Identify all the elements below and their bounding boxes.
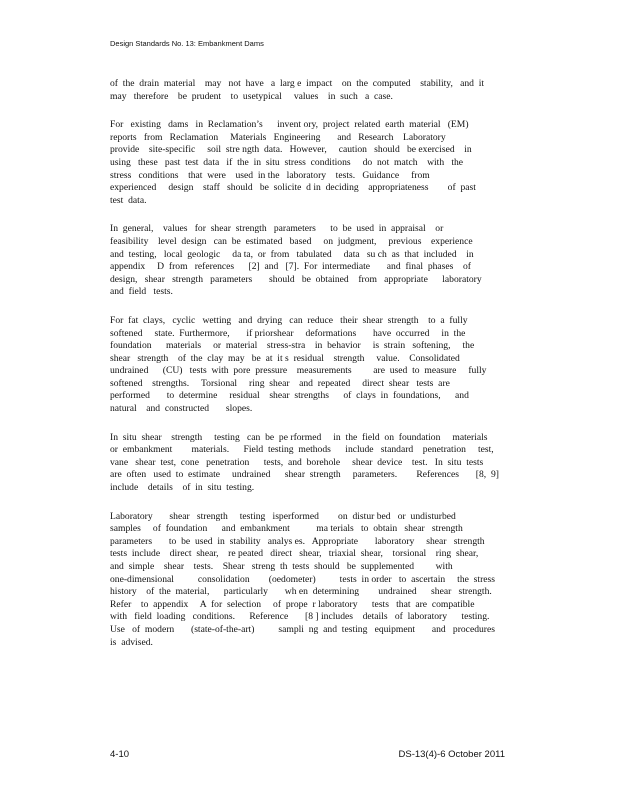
text-line: undrained (CU) tests with pore pressure measurements are used to measure fully — [110, 365, 487, 377]
paragraph — [110, 119, 506, 207]
text-line: and testing, local geologic da ta, or from tabulated data su ch as that included in — [110, 248, 474, 260]
text-line: parameters to be used in stability analys es. Appropriate laboratory shear strength — [110, 535, 485, 547]
text-line: using these past test data if the in situ stress conditions do not match with the — [110, 156, 464, 168]
text-line: of the drain material may not have a larg e impact on the computed stability, and it — [110, 78, 485, 89]
text-line: samples of foundation and embankment ma terials to obtain shear strength — [110, 523, 463, 535]
paragraph — [110, 511, 506, 650]
text-line: or embankment materials. Field testing methods include standard penetration test, — [110, 444, 494, 456]
text-line: performed to determine residual shear strengths of clays in foundations, and — [110, 390, 469, 402]
document-id-date: DS-13(4)-6 October 2011 — [398, 749, 505, 760]
text-line: For fat clays, cyclic wetting and drying can reduce their shear strength to a fully — [110, 314, 468, 326]
text-line: foundation materials or material stress-stra in behavior is strain softening, the — [110, 340, 475, 352]
text-line: include details of in situ testing. — [110, 482, 255, 494]
text-line: Use of modern (state-of-the-art) sampli ng and testing equipment and procedures — [110, 623, 495, 635]
paragraph — [110, 315, 506, 416]
text-line: appendix D from references [2] and [7]. For intermediate and final phases of — [110, 261, 471, 273]
text-line: with field loading conditions. Reference [8 ] includes details of laboratory testing. — [110, 611, 490, 623]
text-line: softened strengths. Torsional ring shear and repeated direct shear tests are — [110, 377, 450, 389]
text-line: Laboratory shear strength testing isperformed on distur bed or undisturbed — [110, 510, 456, 522]
text-line: experienced design staff should be solicite d in deciding appropriateness of past — [110, 182, 476, 194]
text-line: feasibility level design can be estimated based on judgment, previous experience — [110, 235, 473, 247]
paragraph — [110, 432, 506, 495]
text-line: shear strength of the clay may be at it s residual strength value. Consolidated — [110, 352, 460, 364]
text-line: Refer to appendix A for selection of prope r laboratory tests that are compatible — [110, 598, 475, 610]
text-line: reports from Reclamation Materials Engineering and Research Laboratory — [110, 131, 446, 143]
text-line: For existing dams in Reclamation’s invent ory, project related earth material (EM) — [110, 119, 469, 131]
text-line: provide site-specific soil stre ngth data. However, caution should be exercised in — [110, 144, 472, 156]
text-line: one-dimensional consolidation (oedometer) tests in order to ascertain the stress — [110, 573, 495, 585]
text-line: natural and constructed slopes. — [110, 403, 253, 415]
text-line: and field tests. — [110, 286, 173, 298]
page-number: 4-10 — [110, 749, 130, 760]
text-line: history of the material, particularly wh en determining undrained shear strength. — [110, 586, 492, 598]
text-line: design, shear strength parameters should be obtained from appropriate laboratory — [110, 273, 482, 285]
text-line: vane shear test, cone penetration tests, and borehole shear device test. In situ tests — [110, 456, 484, 468]
text-line: is advised. — [110, 636, 153, 648]
text-line: In situ shear strength testing can be pe rformed in the field on foundation materials — [110, 431, 488, 443]
text-line: may therefore be prudent to usetypical values in such a case. — [110, 90, 393, 102]
text-line: tests include direct shear, re peated direct shear, triaxial shear, torsional ring shear, — [110, 548, 479, 560]
paragraph — [110, 78, 506, 103]
text-line: and simple shear tests. Shear streng th tests should be supplemented with — [110, 561, 453, 572]
text-line: stress conditions that were used in the laboratory tests. Guidance from — [110, 169, 430, 181]
running-header: Design Standards No. 13: Embankment Dams — [110, 39, 264, 48]
paragraph — [110, 223, 506, 299]
text-line: are often used to estimate undrained shear strength parameters. References [8, 9] — [110, 469, 499, 481]
text-line: In general, values for shear strength parameters to be used in appraisal or — [110, 223, 444, 235]
document-body — [110, 78, 506, 665]
text-line: test data. — [110, 194, 147, 206]
text-line: softened state. Furthermore, if priorshear deformations have occurred in the — [110, 327, 466, 339]
